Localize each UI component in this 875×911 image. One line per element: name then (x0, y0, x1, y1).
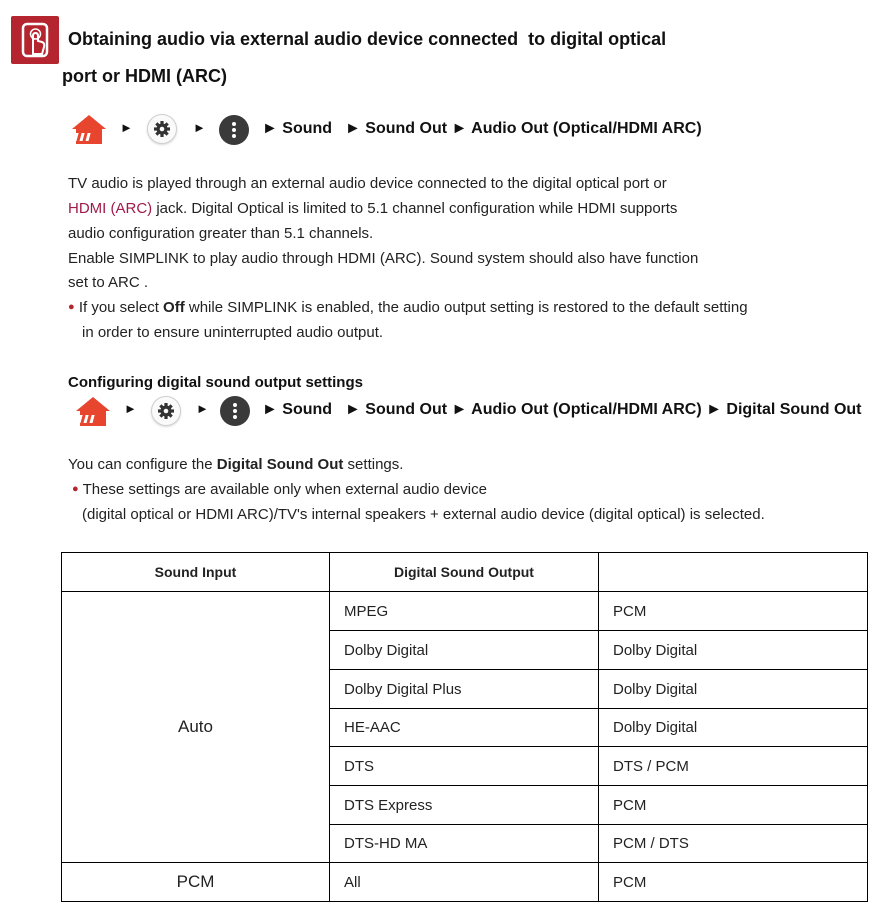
table-cell: DTS (330, 747, 599, 786)
section-description: You can configure the Digital Sound Out settings. (68, 456, 404, 473)
table-cell: Dolby Digital (599, 709, 868, 747)
table-cell: PCM (599, 863, 868, 902)
table-cell: Dolby Digital Plus (330, 670, 599, 709)
breadcrumb-step-audio-out: ► Sound Out ► Audio Out (Optical/HDMI ARC) (345, 120, 702, 137)
page-title: Obtaining audio via external audio device connected to digital optical (68, 29, 667, 49)
breadcrumb-arrow: ► (193, 120, 206, 135)
gear-icon (151, 396, 181, 426)
table-header: Sound Input (62, 553, 330, 592)
table-cell-auto: Auto (62, 592, 330, 863)
intro-bullet: ● If you select Off while SIMPLINK is enabled, the audio output setting is restored to the default setting (68, 299, 748, 316)
touch-hand-icon (11, 16, 59, 64)
breadcrumb-arrow: ► (196, 401, 209, 416)
bullet-dot-icon: ● (72, 483, 79, 495)
table-header: Digital Sound Output (330, 553, 599, 592)
breadcrumb-arrow: ► (120, 120, 133, 135)
sound-output-table (61, 552, 868, 902)
intro-bullet-line-2: in order to ensure uninterrupted audio output. (82, 324, 384, 341)
page-title-line2: port or HDMI (ARC) (62, 66, 227, 86)
section-bullet: ● These settings are available only when external audio device (72, 481, 487, 498)
table-cell: HE-AAC (330, 709, 599, 747)
table-cell-pcm: PCM (62, 863, 330, 902)
table-cell: DTS Express (330, 786, 599, 825)
table-cell: PCM / DTS (599, 825, 868, 863)
gear-icon (147, 114, 177, 144)
table-cell: All (330, 863, 599, 902)
section-bullet-line-2: (digital optical or HDMI ARC)/TV's internal speakers + external audio device (digital optical) is selected. (82, 506, 765, 523)
breadcrumb-step-sound: ► Sound (262, 120, 333, 137)
breadcrumb-arrow: ► (124, 401, 137, 416)
home-icon (74, 395, 112, 427)
intro-line-1: TV audio is played through an external audio device connected to the digital optical port or (68, 175, 667, 192)
table-cell: MPEG (330, 592, 599, 631)
section-heading: Configuring digital sound output settings (68, 374, 363, 391)
table-row (62, 863, 868, 902)
breadcrumb-step-digital-sound-out: ► Sound Out ► Audio Out (Optical/HDMI ARC) ► Digital Sound Out (345, 401, 862, 418)
table-header (599, 553, 868, 592)
intro-line-5: set to ARC . (68, 274, 149, 291)
table-cell: Dolby Digital (599, 670, 868, 709)
table-row (62, 592, 868, 631)
table-header-row (62, 553, 868, 592)
hdmi-arc-link[interactable]: HDMI (ARC) (68, 200, 153, 217)
more-icon (220, 396, 250, 426)
table-cell: DTS-HD MA (330, 825, 599, 863)
home-icon (70, 113, 108, 145)
more-icon (219, 115, 249, 145)
table-cell: PCM (599, 592, 868, 631)
table-cell: DTS / PCM (599, 747, 868, 786)
intro-line-3: audio configuration greater than 5.1 channels. (68, 225, 374, 242)
bullet-dot-icon: ● (68, 301, 75, 313)
table-cell: PCM (599, 786, 868, 825)
intro-line-4: Enable SIMPLINK to play audio through HDMI (ARC). Sound system should also have function (68, 250, 699, 267)
intro-line-2: HDMI (ARC) jack. Digital Optical is limited to 5.1 channel configuration while HDMI supports (68, 200, 678, 217)
table-cell: Dolby Digital (599, 631, 868, 670)
table-cell: Dolby Digital (330, 631, 599, 670)
breadcrumb-step-sound: ► Sound (262, 401, 333, 418)
